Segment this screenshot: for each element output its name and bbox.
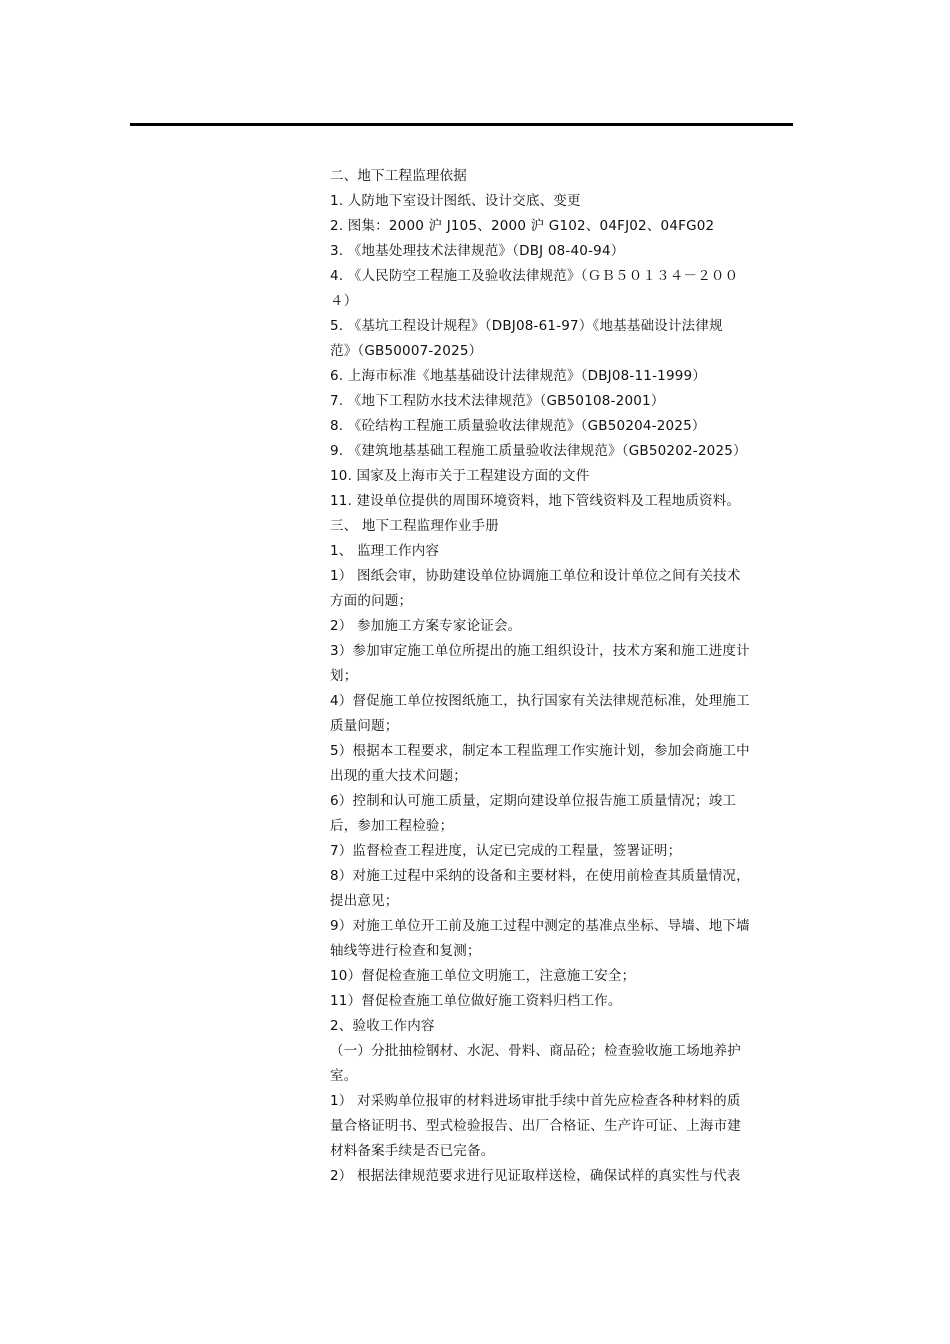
text-line: 出现的重大技术问题； — [330, 768, 467, 784]
text-line: 7. 《地下工程防水技术法律规范》（GB50108-2001） — [330, 393, 665, 409]
text-line: （一）分批抽检钢材、水泥、骨料、商品砼；检查验收施工场地养护 — [330, 1043, 741, 1059]
text-line: 2. 图集：2000 沪 J105、2000 沪 G102、04FJ02、04FG02 — [330, 218, 715, 234]
text-line: 11. 建设单位提供的周围环境资料，地下管线资料及工程地质资料。 — [330, 493, 741, 509]
text-line: 方面的问题； — [330, 593, 413, 609]
text-line: 6. 上海市标准《地基基础设计法律规范》（DBJ08-11-1999） — [330, 368, 707, 384]
text-line: 量合格证明书、型式检验报告、出厂合格证、生产许可证、上海市建 — [330, 1118, 741, 1134]
document-body — [330, 164, 770, 1189]
text-line: 3. 《地基处理技术法律规范》（DBJ 08-40-94） — [330, 243, 625, 259]
text-line: 6）控制和认可施工质量，定期向建设单位报告施工质量情况；竣工 — [330, 793, 737, 809]
text-line: 5）根据本工程要求，制定本工程监理工作实施计划，参加会商施工中 — [330, 743, 750, 759]
text-line: 8）对施工过程中采纳的设备和主要材料，在使用前检查其质量情况， — [330, 868, 750, 884]
text-line: 1） 图纸会审，协助建设单位协调施工单位和设计单位之间有关技术 — [330, 568, 741, 584]
text-line: 后，参加工程检验； — [330, 818, 454, 834]
text-line: 8. 《砼结构工程施工质量验收法律规范》（GB50204-2025） — [330, 418, 706, 434]
subsection-heading: 1、 监理工作内容 — [330, 543, 440, 559]
text-line: 划； — [330, 668, 358, 684]
section-heading: 三、 地下工程监理作业手册 — [330, 518, 499, 534]
subsection-heading: 2、验收工作内容 — [330, 1018, 435, 1034]
text-line: 4. 《人民防空工程施工及验收法律规范》（ＧＢ５０１３４－２００ — [330, 268, 739, 284]
section-heading: 二、地下工程监理依据 — [330, 168, 467, 184]
text-line: 提出意见； — [330, 893, 399, 909]
text-line: 9. 《建筑地基基础工程施工质量验收法律规范》（GB50202-2025） — [330, 443, 747, 459]
text-line: 材料备案手续是否已完备。 — [330, 1143, 495, 1159]
text-line: 5. 《基坑工程设计规程》（DBJ08-61-97）《地基基础设计法律规 — [330, 318, 723, 334]
text-line: 室。 — [330, 1068, 358, 1084]
text-line: 2） 参加施工方案专家论证会。 — [330, 618, 522, 634]
text-line: 7）监督检查工程进度，认定已完成的工程量，签署证明； — [330, 843, 682, 859]
text-line: 1） 对采购单位报审的材料进场审批手续中首先应检查各种材料的质 — [330, 1093, 741, 1109]
header-rule — [130, 123, 793, 126]
text-line: 2） 根据法律规范要求进行见证取样送检，确保试样的真实性与代表 — [330, 1168, 741, 1184]
text-line: 9）对施工单位开工前及施工过程中测定的基准点坐标、导墙、地下墙 — [330, 918, 750, 934]
text-line: 范》（GB50007-2025） — [330, 343, 483, 359]
text-line: 质量问题； — [330, 718, 399, 734]
text-line: 1. 人防地下室设计图纸、设计交底、变更 — [330, 193, 581, 209]
text-line: 10）督促检查施工单位文明施工，注意施工安全； — [330, 968, 636, 984]
text-line: 11）督促检查施工单位做好施工资料归档工作。 — [330, 993, 622, 1009]
text-line: 3）参加审定施工单位所提出的施工组织设计，技术方案和施工进度计 — [330, 643, 750, 659]
text-line: 4）督促施工单位按图纸施工，执行国家有关法律规范标准，处理施工 — [330, 693, 750, 709]
text-line: 轴线等进行检查和复测； — [330, 943, 481, 959]
text-line: ４） — [330, 293, 358, 309]
text-line: 10. 国家及上海市关于工程建设方面的文件 — [330, 468, 590, 484]
